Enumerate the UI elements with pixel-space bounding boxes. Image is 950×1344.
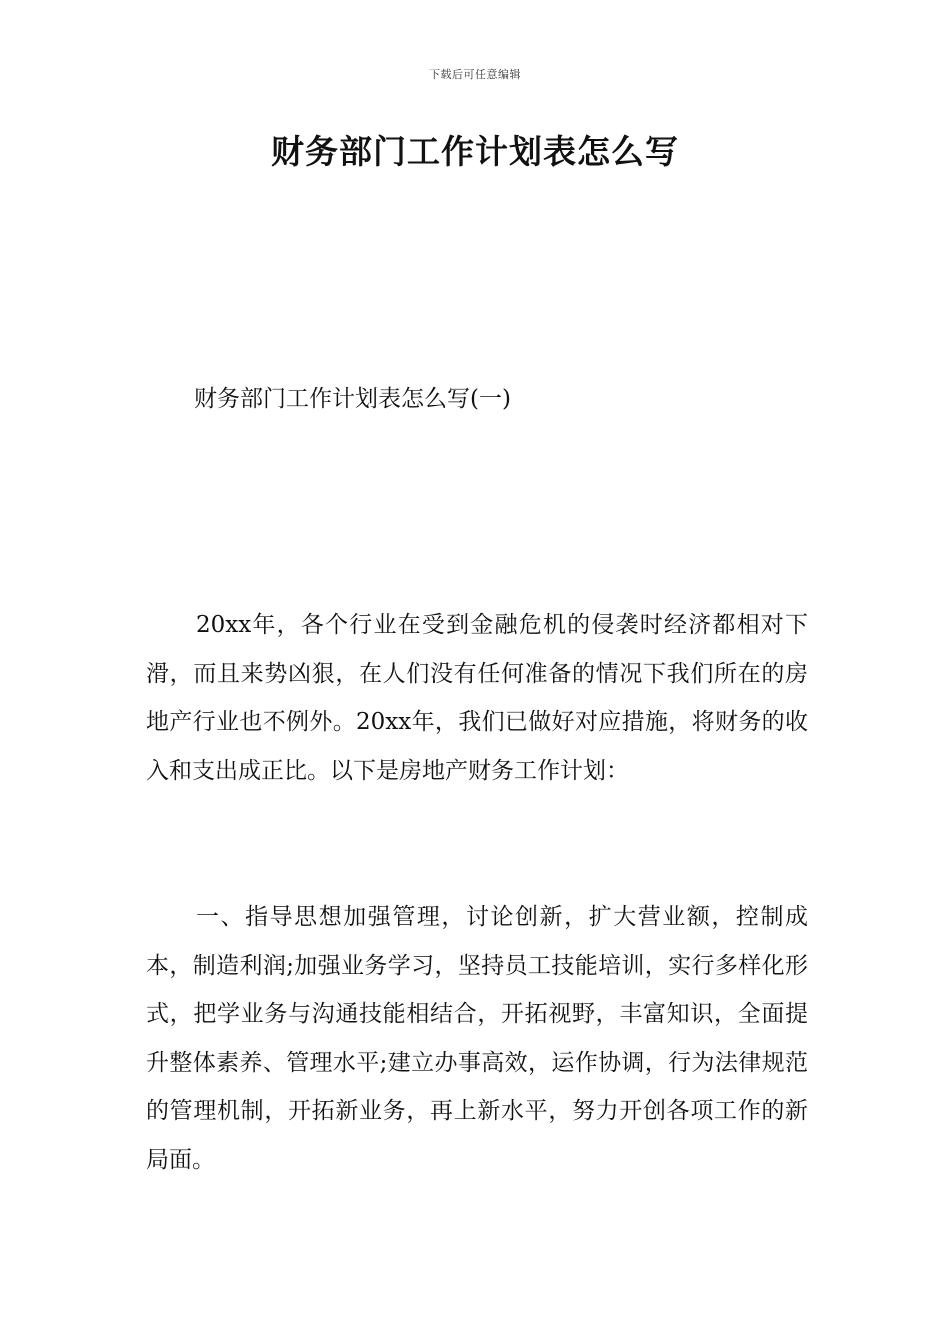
body-paragraph-intro: 20xx年，各个行业在受到金融危机的侵袭时经济都相对下滑，而且来势凶狠，在人们没有任何准备的情况下我们所在的房地产行业也不例外。20xx年，我们已做好对应措施，将财务的收入和支出成正比。以下是房地产财务工作计划： [146,612,808,784]
document-title: 财务部门工作计划表怎么写 [271,132,679,171]
body-paragraph-guiding-ideology: 一、指导思想加强管理，讨论创新，扩大营业额，控制成本，制造利润;加强业务学习，坚持员工技能培训，实行多样化形式，把学业务与沟通技能相结合，开拓视野，丰富知识，全面提升整体素养、管理水平;建立办事高效，运作协调，行为法律规范的管理机制，开拓新业务，再上新水平，努力开创各项工作的新局面。 [146,904,808,1173]
section-heading: 财务部门工作计划表怎么写(一) [194,386,511,412]
header-note: 下载后可任意编辑 [429,68,521,81]
